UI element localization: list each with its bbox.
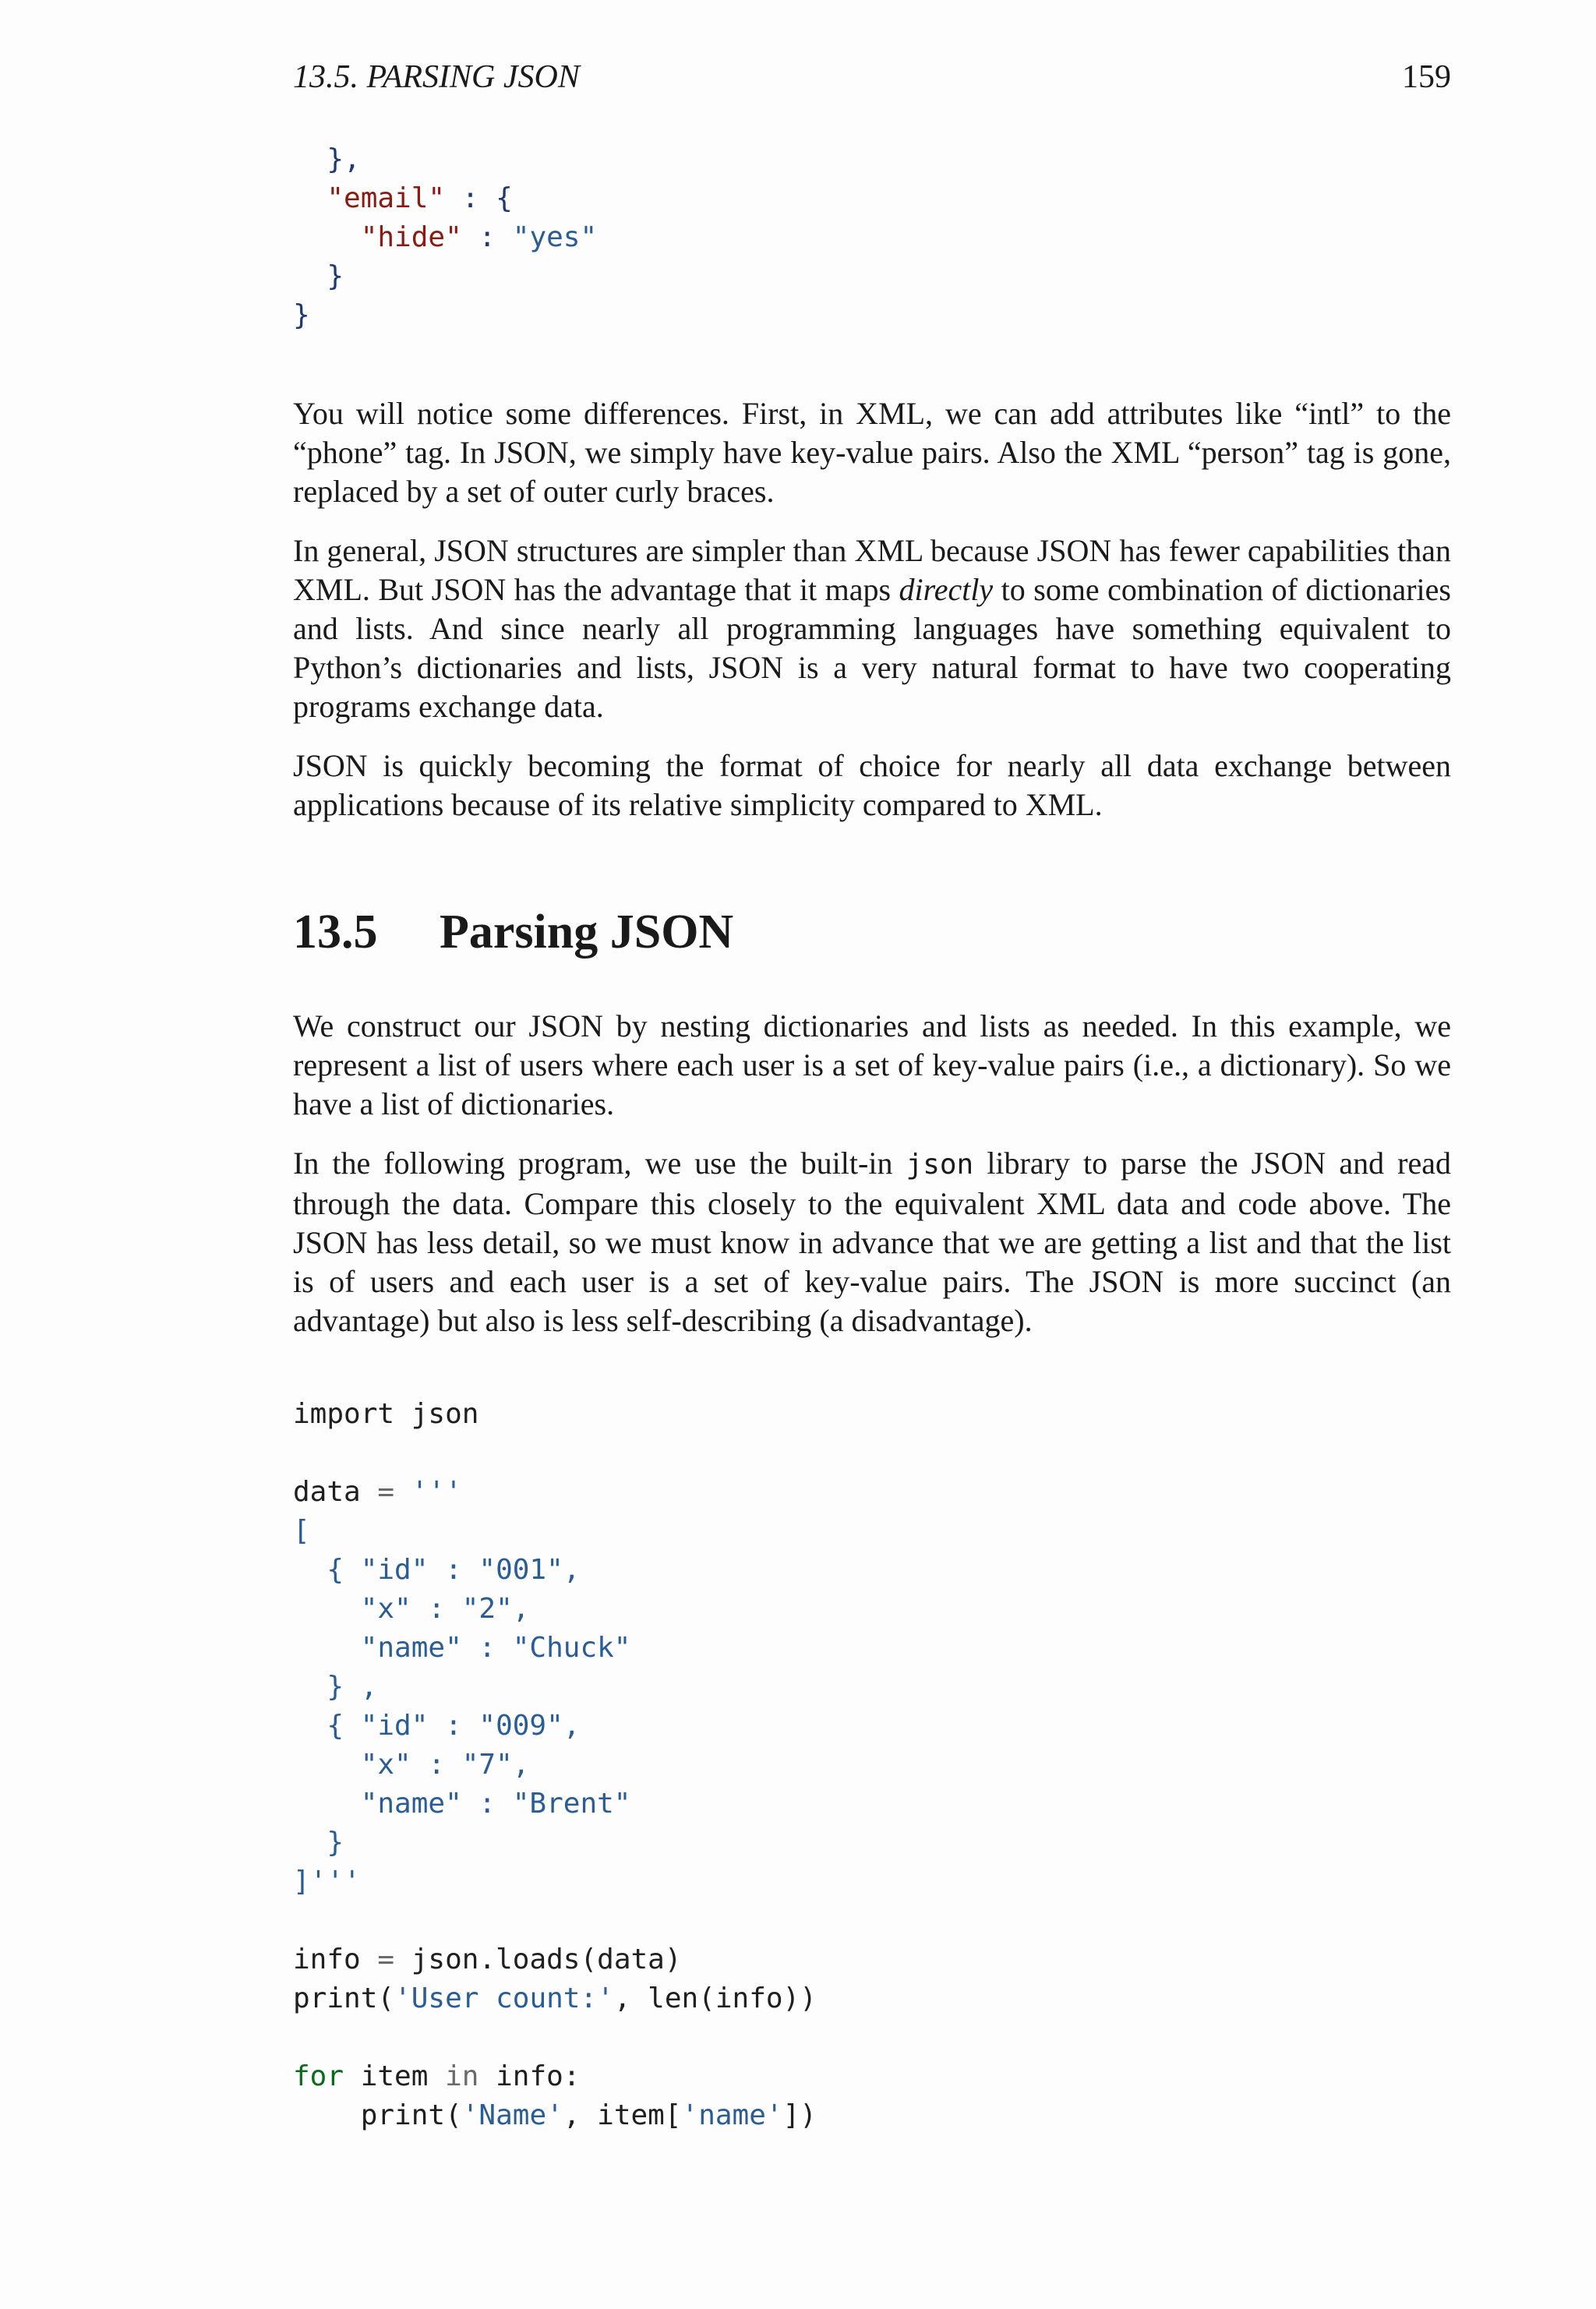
section-number: 13.5 [293, 906, 378, 959]
emphasis: directly [899, 572, 994, 607]
code-key: "hide" [360, 221, 462, 253]
inline-code: json [906, 1149, 974, 1181]
intro-paragraphs [293, 394, 1451, 845]
page-number: 159 [1402, 59, 1451, 95]
running-header-section: 13.5. PARSING JSON [293, 59, 580, 95]
code-line: } [293, 299, 310, 331]
python-program: import json data = ''' [ { "id" : "001", "x" : "2", "name" : "Chuck" } , { "id" : "009", "x" : "7", "name" : "Brent" } ]''' info = json.loads(data) print('User count:', len(info)) for item in info: print('Name', item['name']) [293, 1398, 817, 2131]
paragraph: JSON is quickly becoming the format of choice for nearly all data exchange between applications because of its relative simplicity compared to XML. [293, 748, 1451, 822]
code-line: } [293, 1827, 344, 1859]
code-line: { "id" : "001", [293, 1554, 581, 1586]
section-heading [293, 902, 1451, 962]
code-line: }, [293, 143, 361, 175]
section-paragraphs [293, 1007, 1451, 1361]
paragraph: You will notice some differences. First, in XML, we can add attributes like “intl” to the “phone” tag. In JSON, we simply have key-value pairs. Also the XML “person” tag is gone, replaced by a set of outer curly braces. [293, 396, 1451, 509]
code-line: import json [293, 1398, 479, 1430]
code-line: "x" : "2", [293, 1593, 530, 1625]
code-string: "yes" [512, 221, 598, 253]
section-title: Parsing JSON [440, 906, 734, 959]
code-key: "email" [327, 182, 446, 214]
paragraph: In the following program, we use the built-in json library to parse the JSON and read through the data. Compare this closely to the equivalent XML data and code above. The JSON has less detail, so we must know in advance that we are getting a list and that the list is of users and each user is a set of key-value pairs. The JSON is more succinct (an advantage) but also is less self-describing (a disadvantage). [293, 1146, 1451, 1338]
code-punct: : { [445, 182, 513, 214]
json-code-fragment [293, 140, 597, 335]
code-line: } [293, 260, 344, 292]
code-line: "name" : "Brent" [293, 1788, 631, 1820]
code-line: "x" : "7", [293, 1749, 530, 1781]
paragraph: In general, JSON structures are simpler than XML because JSON has fewer capabilities than XML. But JSON has the advantage that it maps directly to some combination of dictionaries and lists. And since nearly all programming languages have something equivalent to Python’s dictionaries and lists, JSON is a very natural format to have two cooperating programs exchange data. [293, 533, 1451, 724]
code-line: ]''' [293, 1866, 361, 1898]
paragraph: We construct our JSON by nesting dictionaries and lists as needed. In this example, we represent a list of users where each user is a set of key-value pairs (i.e., a dictionary). So we have a list of dictionaries. [293, 1008, 1451, 1121]
code-punct: : [461, 221, 513, 253]
code-line: { "id" : "009", [293, 1710, 581, 1742]
code-line: } , [293, 1671, 378, 1703]
running-header [293, 58, 1451, 97]
code-line: [ [293, 1515, 310, 1547]
code-line: "name" : "Chuck" [293, 1632, 631, 1664]
